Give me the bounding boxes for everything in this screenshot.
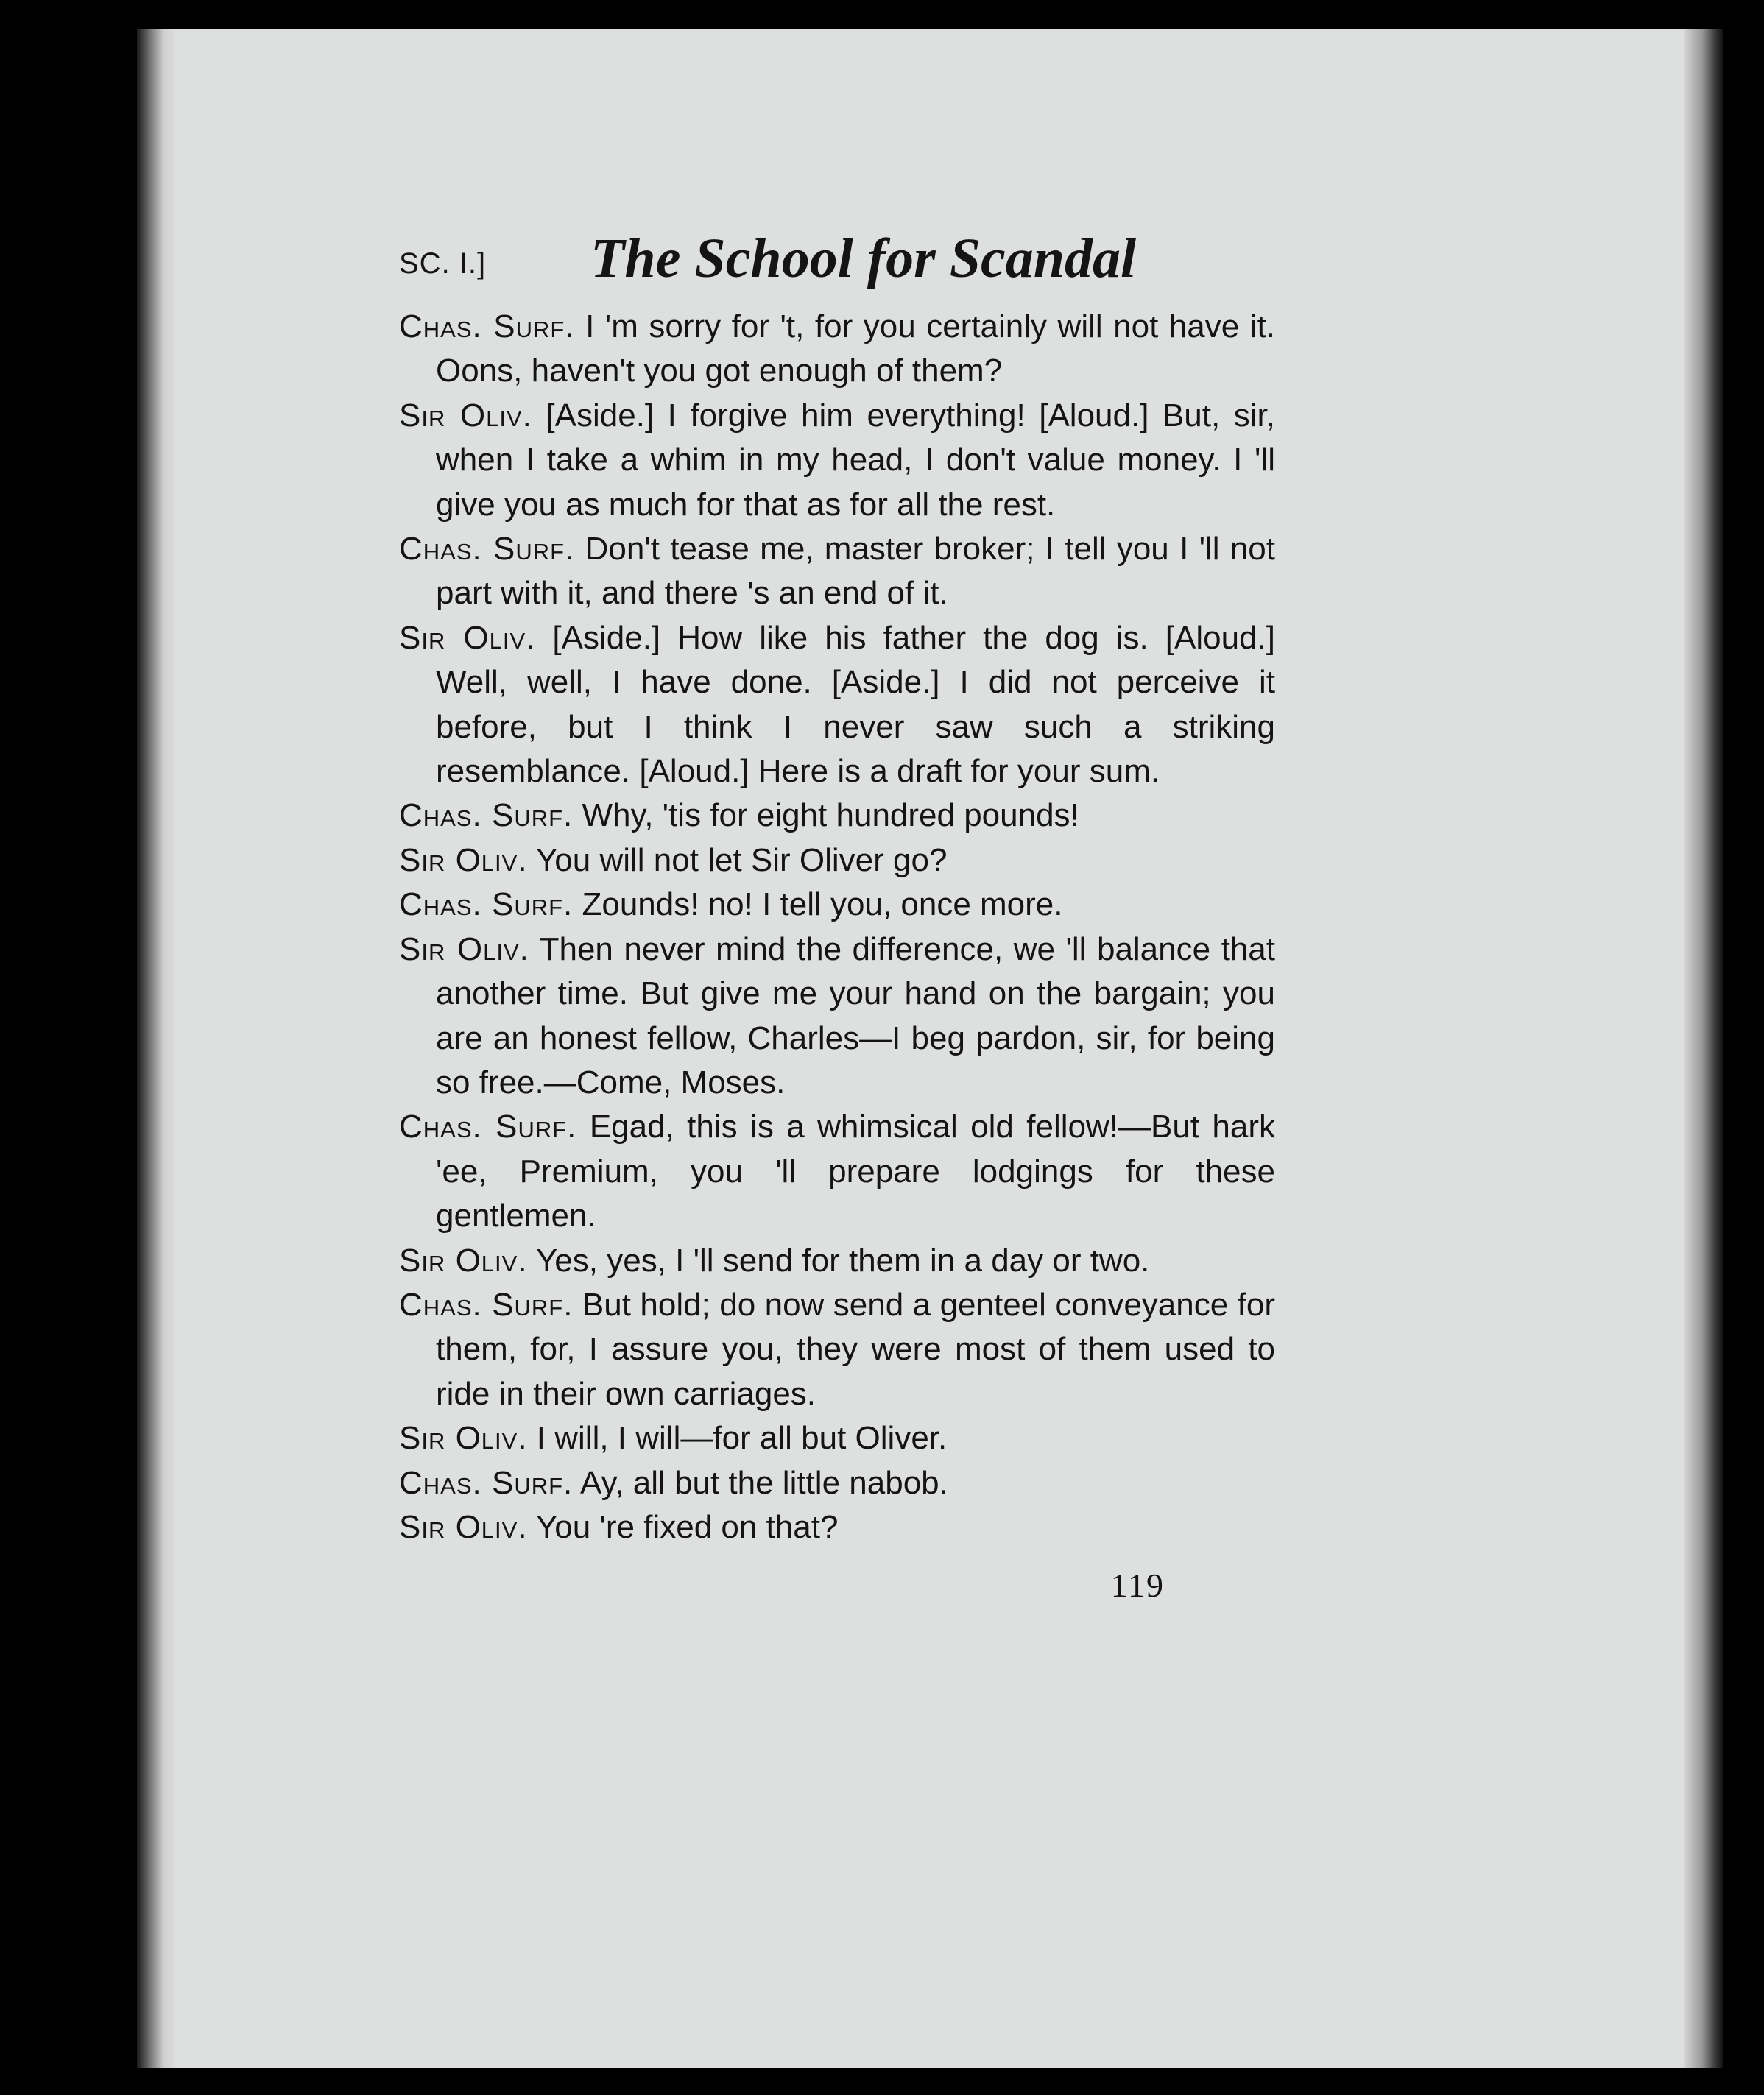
speaker-name: Chas. Surf.: [399, 1286, 574, 1323]
speech-text: But hold; do now send a genteel conveyance for them, for, I assure you, they were most of them used to ride in their own carriages.: [436, 1286, 1275, 1412]
speech-text: I 'm sorry for 't, for you certainly will not have it. Oons, haven't you got enough of them?: [436, 308, 1275, 389]
speech: [399, 394, 1275, 527]
speaker-name: Sir Oliv.: [399, 619, 536, 656]
speech: [399, 1461, 1275, 1505]
speech-text: You will not let Sir Oliver go?: [536, 841, 948, 878]
speaker-name: Sir Oliv.: [399, 841, 528, 878]
speech-text: Zounds! no! I tell you, once more.: [582, 886, 1063, 923]
speaker-name: Sir Oliv.: [399, 1420, 528, 1457]
page-number: 119: [1110, 1566, 1165, 1605]
speaker-name: Chas. Surf.: [399, 886, 574, 923]
speech-text: Then never mind the difference, we 'll balance that another time. But give me your hand on the bargain; you are an honest fellow, Charles—I beg pardon, sir, for being so free.—Come, Moses.: [436, 930, 1276, 1101]
speech-text: Ay, all but the little nabob.: [580, 1464, 948, 1501]
speech: [399, 1105, 1275, 1238]
speech-text: [Aside.] I forgive him everything! [Aloud.] But, sir, when I take a whim in my head, I don't value money. I 'll give you as much for that as for all the rest.: [436, 397, 1275, 523]
page-content: [399, 221, 1275, 1605]
speaker-name: Chas. Surf.: [399, 1109, 577, 1145]
scene-reference: SC. I.]: [399, 247, 487, 280]
dialogue: [399, 305, 1275, 1550]
speaker-name: Sir Oliv.: [399, 397, 532, 434]
speech: [399, 1283, 1275, 1416]
speech-text: You 're fixed on that?: [536, 1508, 839, 1545]
book-title: The School for Scandal: [590, 227, 1137, 289]
speaker-name: Chas. Surf.: [399, 1464, 574, 1501]
speech: [399, 1239, 1275, 1283]
running-head: [399, 221, 1275, 294]
speaker-name: Sir Oliv.: [399, 930, 529, 967]
speech: [399, 1505, 1275, 1550]
speaker-name: Chas. Surf.: [399, 531, 575, 568]
left-page-edge: [137, 29, 175, 2068]
speech: [399, 928, 1275, 1106]
speech-text: Egad, this is a whimsical old fellow!—But hark 'ee, Premium, you 'll prepare lodgings for these gentlemen.: [436, 1109, 1275, 1234]
speech-text: [Aside.] How like his father the dog is. [Aloud.] Well, well, I have done. [Aside.] I did not perceive it before, but I think I never saw such a striking resemblance. [Aloud.] Here is a draft for your sum.: [436, 619, 1276, 790]
speech-text: Don't tease me, master broker; I tell you I 'll not part with it, and there 's an end of it.: [436, 531, 1275, 612]
speech: [399, 1416, 1275, 1460]
speaker-name: Chas. Surf.: [399, 308, 575, 345]
speech-text: Yes, yes, I 'll send for them in a day or two.: [536, 1242, 1150, 1279]
speaker-name: Sir Oliv.: [399, 1508, 528, 1545]
speech-text: Why, 'tis for eight hundred pounds!: [582, 797, 1079, 834]
speech: [399, 527, 1275, 616]
speech: [399, 883, 1275, 927]
right-page-edge: [1684, 29, 1723, 2068]
speech: [399, 305, 1275, 394]
speaker-name: Sir Oliv.: [399, 1242, 528, 1279]
speech: [399, 794, 1275, 838]
speech: [399, 616, 1275, 794]
speaker-name: Chas. Surf.: [399, 797, 574, 834]
speech: [399, 838, 1275, 883]
speech-text: I will, I will—for all but Oliver.: [536, 1420, 948, 1457]
